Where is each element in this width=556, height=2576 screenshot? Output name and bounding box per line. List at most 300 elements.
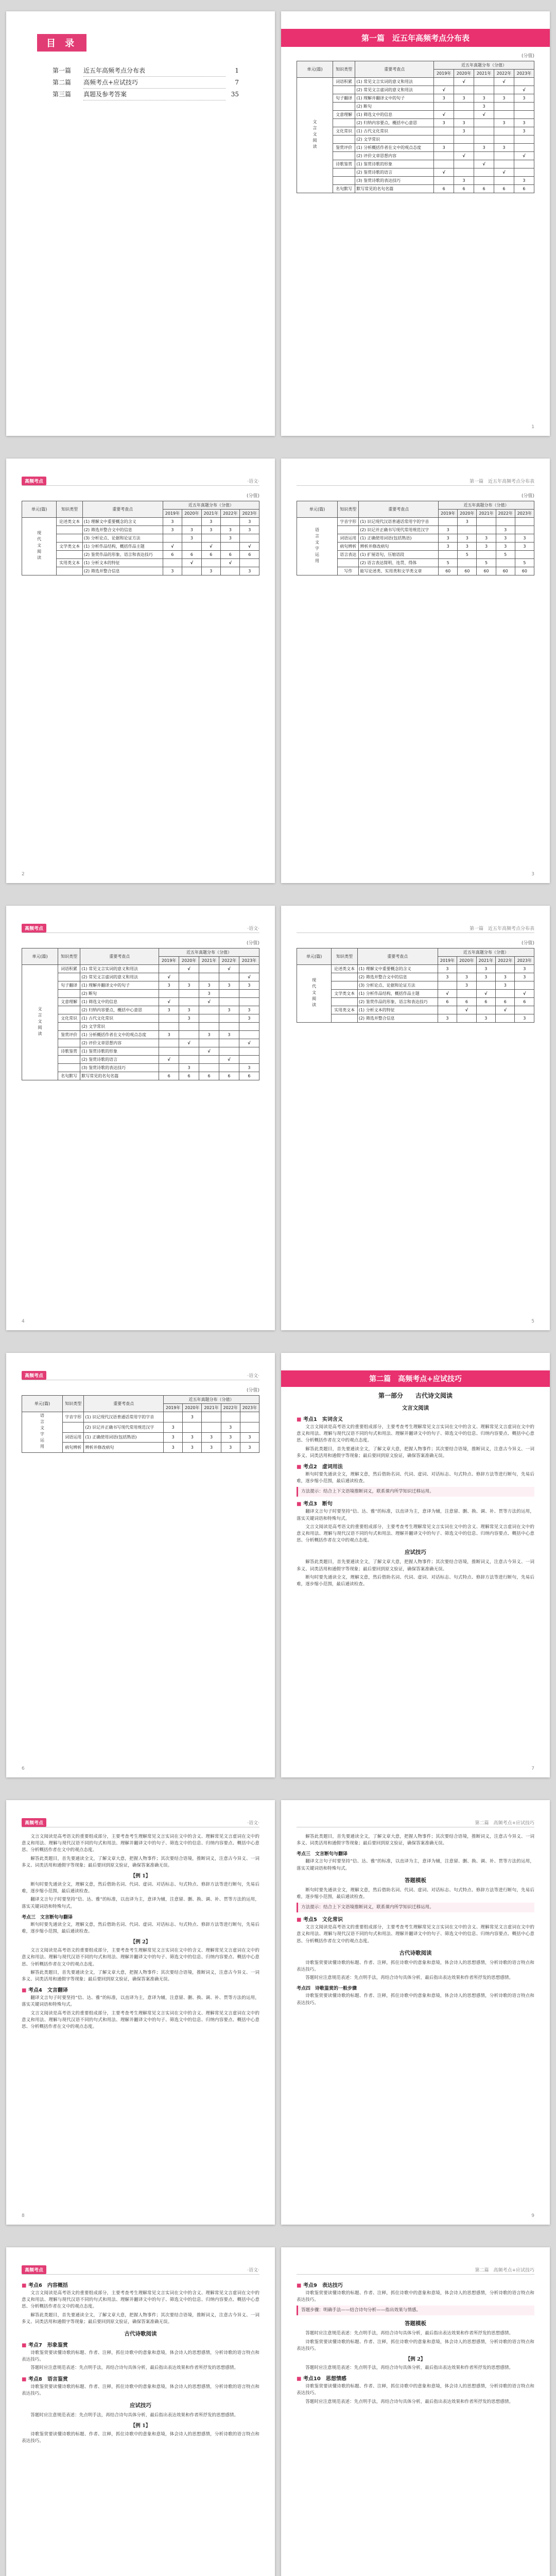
knowledge-type: 词语积累 bbox=[58, 965, 80, 973]
exam-point: (2) 归纳内容要点，概括中心意思 bbox=[355, 119, 434, 127]
brand-tag: 高频考点 bbox=[22, 924, 46, 933]
year-header: 2023年 bbox=[514, 70, 534, 78]
score-cell bbox=[474, 78, 494, 86]
unit-label: (分值) bbox=[521, 941, 534, 946]
knowledge-type bbox=[333, 168, 355, 177]
table-row bbox=[22, 998, 259, 1006]
paragraph: 断句时要先通读全文，理解文意，然后借助名词、代词、虚词、对话标志、句式特点、修辞方法等进行断句，先易后难，逐步缩小范围，最后通读检查。 bbox=[22, 1922, 259, 1935]
score-cell bbox=[439, 551, 458, 559]
unit-side-label: 现代文阅读 bbox=[37, 530, 42, 562]
score-cell bbox=[474, 127, 494, 135]
score-cell bbox=[457, 990, 476, 998]
score-cell: 6 bbox=[201, 551, 220, 559]
score-cell bbox=[494, 177, 514, 185]
score-cell bbox=[454, 144, 474, 152]
unit-label: (分值) bbox=[521, 494, 534, 499]
score-cell bbox=[179, 990, 199, 998]
text-page-5 bbox=[281, 2247, 550, 2576]
paragraph: 断句时要先通读全文，理解文意，然后借助名词、代词、虚词、对话标志、句式特点、修辞方法等进行断句，先易后难，逐步缩小范围，最后通读检查。 bbox=[297, 1472, 534, 1484]
paragraph: 解答此类题目，首先要通读全文，了解文章大意，把握人物事件；其次要结合语境，推断词义，注意古今异义、一词多义、词类活用和通假字等现象；最后要回到原文验证，确保答案准确无误。 bbox=[297, 1560, 534, 1572]
score-cell bbox=[434, 160, 454, 168]
score-cell: √ bbox=[199, 998, 219, 1006]
score-cell bbox=[496, 518, 515, 526]
year-header: 2021年 bbox=[199, 957, 219, 965]
spread-5 bbox=[0, 1789, 556, 2236]
year-header: 2023年 bbox=[515, 957, 534, 965]
knowledge-type bbox=[333, 119, 355, 127]
exam-point: (3) 分析论点、论据和论证方法 bbox=[82, 534, 163, 543]
table-row bbox=[22, 551, 259, 559]
table-header: 重要考查点 bbox=[359, 501, 439, 518]
score-cell: √ bbox=[239, 973, 259, 981]
score-cell: 3 bbox=[457, 981, 476, 990]
knowledge-type: 鉴赏评价 bbox=[58, 1031, 80, 1039]
paragraph: 断句时要先通读全文，理解文意，然后借助名词、代词、虚词、对话标志、句式特点、修辞方法等进行断句，先易后难，逐步缩小范围，最后通读检查。 bbox=[297, 1574, 534, 1587]
score-cell: 3 bbox=[494, 144, 514, 152]
exam-point: (2) 归纳内容要点，概括中心意思 bbox=[80, 1006, 159, 1014]
score-cell: 3 bbox=[219, 1031, 239, 1039]
exam-point: (2) 筛选并整合文中的信息 bbox=[82, 526, 163, 534]
score-cell: 6 bbox=[514, 185, 534, 193]
unit-side-label: 语言文字运用 bbox=[40, 1413, 45, 1450]
table-row bbox=[297, 103, 534, 111]
score-cell bbox=[454, 135, 474, 144]
score-cell: 3 bbox=[239, 1014, 259, 1023]
score-cell: 3 bbox=[240, 567, 259, 575]
table-row bbox=[22, 1412, 259, 1422]
table-header: 单元(篇) bbox=[297, 61, 333, 78]
exam-point: (1) 古代文化常识 bbox=[80, 1014, 159, 1023]
score-cell bbox=[219, 1064, 239, 1072]
paragraph: 答题时应注意规范表述：先点明手法，再结合诗句具体分析，最后指出表达效果和作者所抒发的思想感情。 bbox=[305, 2399, 514, 2404]
score-cell: 6 bbox=[179, 1072, 199, 1080]
score-cell bbox=[477, 526, 496, 534]
table-row bbox=[22, 518, 259, 526]
table-row bbox=[297, 111, 534, 119]
score-cell: 5 bbox=[496, 551, 515, 559]
score-cell: √ bbox=[514, 152, 534, 160]
table-header: 知识类型 bbox=[57, 501, 83, 518]
exam-point: (2) 常见文言虚词的意义和用法 bbox=[80, 973, 159, 981]
knowledge-type bbox=[57, 551, 83, 559]
toc-row[interactable] bbox=[53, 65, 239, 77]
score-cell: 6 bbox=[494, 185, 514, 193]
toc-row[interactable] bbox=[53, 89, 239, 100]
score-cell: 3 bbox=[515, 965, 534, 973]
score-cell: 60 bbox=[458, 567, 477, 575]
score-cell: 3 bbox=[164, 1443, 183, 1453]
score-cell: 3 bbox=[439, 526, 458, 534]
score-cell: 3 bbox=[159, 1006, 179, 1014]
table-group-header: 近五年真题分布（分值） bbox=[434, 61, 534, 70]
paragraph: 答题时应注意规范表述：先点明手法，再结合诗句具体分析，最后指出表达效果和作者所抒发的思想感情。 bbox=[305, 2331, 514, 2336]
score-cell bbox=[514, 111, 534, 119]
knowledge-type: 实用类文本 bbox=[332, 1006, 358, 1014]
score-cell: √ bbox=[496, 1006, 515, 1014]
score-cell bbox=[434, 177, 454, 185]
score-cell bbox=[494, 111, 514, 119]
score-cell bbox=[219, 1039, 239, 1047]
running-head bbox=[297, 476, 534, 486]
section-title: 答题模板 bbox=[405, 1877, 426, 1884]
year-header: 2020年 bbox=[458, 510, 477, 518]
text-page-3 bbox=[281, 1800, 550, 2225]
knowledge-type: 实用类文本 bbox=[57, 559, 83, 567]
score-cell: 3 bbox=[199, 990, 219, 998]
table-row bbox=[297, 990, 534, 998]
toc-part: 第一篇 bbox=[53, 67, 72, 74]
score-cell bbox=[199, 1014, 219, 1023]
table-row bbox=[297, 965, 534, 973]
score-cell bbox=[201, 559, 220, 567]
score-cell: 5 bbox=[458, 551, 477, 559]
brand-tag: 高频考点 bbox=[22, 1371, 46, 1380]
table-group-header: 近五年真题分布（分值） bbox=[159, 948, 259, 957]
knowledge-type bbox=[58, 1023, 80, 1031]
knowledge-type bbox=[58, 1064, 80, 1072]
table-header: 知识类型 bbox=[63, 1396, 84, 1412]
knowledge-type bbox=[58, 973, 80, 981]
table-header: 重要考查点 bbox=[84, 1396, 164, 1412]
exam-point: (1) 筛选文中的信息 bbox=[355, 111, 434, 119]
exam-point: (1) 鉴赏诗歌的形象 bbox=[355, 160, 434, 168]
page-number: 4 bbox=[22, 1319, 25, 1324]
score-cell bbox=[239, 1031, 259, 1039]
score-cell: √ bbox=[163, 543, 182, 551]
score-cell: 3 bbox=[476, 973, 495, 981]
paragraph: 诗歌鉴赏要读懂诗歌的标题、作者、注释，抓住诗歌中的意象和意境，体会诗人的思想感情，分析诗歌的语言特点和表达技巧。 bbox=[297, 2291, 534, 2303]
exam-point: (1) 分析文本的特征 bbox=[357, 1006, 438, 1014]
paragraph: 诗歌鉴赏要读懂诗歌的标题、作者、注释，抓住诗歌中的意象和意境，体会诗人的思想感情，分析诗歌的语言特点和表达技巧。 bbox=[22, 2350, 259, 2363]
score-cell: 3 bbox=[474, 103, 494, 111]
score-cell: 60 bbox=[496, 567, 515, 575]
score-cell: 3 bbox=[202, 1443, 221, 1453]
score-cell: 5 bbox=[477, 559, 496, 567]
table-page-6 bbox=[6, 1353, 275, 1777]
score-cell bbox=[199, 1023, 219, 1031]
score-cell: 3 bbox=[474, 144, 494, 152]
knowledge-type bbox=[333, 135, 355, 144]
knowledge-type: 诗歌鉴赏 bbox=[58, 1047, 80, 1056]
score-cell: 3 bbox=[496, 526, 515, 534]
year-header: 2020年 bbox=[182, 510, 201, 518]
table-group-header: 近五年真题分布（分值） bbox=[163, 501, 259, 510]
score-cell bbox=[239, 1047, 259, 1056]
score-cell bbox=[457, 965, 476, 973]
score-cell: √ bbox=[159, 998, 179, 1006]
exam-point: (2) 文学常识 bbox=[355, 135, 434, 144]
score-cell: 6 bbox=[182, 551, 201, 559]
score-cell: 3 bbox=[240, 518, 259, 526]
table-group-header: 近五年真题分布（分值） bbox=[439, 501, 534, 510]
score-cell: √ bbox=[494, 168, 514, 177]
score-cell bbox=[182, 567, 201, 575]
exam-point: 辨析并修改病句 bbox=[359, 543, 439, 551]
unit-side-label: 现代文阅读 bbox=[311, 977, 317, 1009]
exam-point: (2) 常见文言虚词的意义和用法 bbox=[355, 86, 434, 94]
key-point: 考点三 文言断句与翻译 bbox=[22, 1914, 73, 1920]
score-cell bbox=[494, 135, 514, 144]
score-cell: 3 bbox=[240, 1432, 259, 1443]
toc-row[interactable] bbox=[53, 77, 239, 89]
toc-title: 真题及参考答案 bbox=[83, 89, 225, 100]
table-row bbox=[22, 1006, 259, 1014]
score-cell: 3 bbox=[496, 534, 515, 543]
table-header: 重要考查点 bbox=[357, 948, 438, 965]
year-header: 2019年 bbox=[439, 510, 458, 518]
score-cell: 6 bbox=[434, 185, 454, 193]
knowledge-type bbox=[338, 526, 359, 534]
score-cell bbox=[219, 1014, 239, 1023]
exam-point: (2) 筛选并整合信息 bbox=[357, 1014, 438, 1023]
table-row bbox=[22, 1064, 259, 1072]
paragraph: 解答此类题目，首先要通读全文，了解文章大意，把握人物事件；其次要结合语境，推断词义，注意古今异义、一词多义、词类活用和通假字等现象；最后要回到原文验证，确保答案准确无误。 bbox=[22, 2312, 259, 2325]
score-cell bbox=[494, 127, 514, 135]
score-cell: 3 bbox=[164, 1432, 183, 1443]
score-cell: √ bbox=[474, 160, 494, 168]
section-title: 古代诗歌阅读 bbox=[124, 2331, 157, 2337]
unit-label: (分值) bbox=[246, 1388, 259, 1393]
knowledge-type: 文化常识 bbox=[58, 1014, 80, 1023]
score-cell bbox=[454, 168, 474, 177]
score-cell: 3 bbox=[221, 1443, 240, 1453]
table-group-header: 近五年真题分布（分值） bbox=[438, 948, 534, 957]
toc-page bbox=[6, 11, 275, 436]
spread-4 bbox=[0, 1342, 556, 1789]
score-cell: 6 bbox=[515, 998, 534, 1006]
example-label: 【例 2】 bbox=[130, 1939, 151, 1945]
score-cell: 3 bbox=[179, 1014, 199, 1023]
score-cell: 3 bbox=[163, 526, 182, 534]
knowledge-type bbox=[332, 973, 358, 981]
knowledge-type bbox=[57, 526, 83, 534]
knowledge-type: 名句默写 bbox=[58, 1072, 80, 1080]
score-cell: √ bbox=[201, 543, 220, 551]
page-footer bbox=[297, 425, 534, 430]
score-cell: 3 bbox=[201, 526, 220, 534]
example-label: 【例 2】 bbox=[405, 2357, 426, 2363]
knowledge-type: 写作 bbox=[338, 567, 359, 575]
table-group-header: 近五年真题分布（分值） bbox=[164, 1396, 259, 1404]
score-cell bbox=[515, 518, 534, 526]
spread-6 bbox=[0, 2236, 556, 2576]
score-cell: 6 bbox=[239, 1072, 259, 1080]
exam-point: (1) 分析作品结构，概括作品主题 bbox=[357, 990, 438, 998]
distribution-table-b2 bbox=[297, 948, 534, 1023]
distribution-table-c2 bbox=[22, 1395, 259, 1453]
score-cell bbox=[202, 1422, 221, 1432]
score-cell: 3 bbox=[514, 119, 534, 127]
score-cell: 3 bbox=[164, 1422, 183, 1432]
score-cell bbox=[454, 111, 474, 119]
brand-tag: 高频考点 bbox=[22, 1818, 46, 1827]
table-row bbox=[22, 1031, 259, 1039]
topic-heading: ■ 考点1 实词含义 bbox=[297, 1417, 343, 1422]
score-cell: 6 bbox=[476, 998, 495, 1006]
table-page-1 bbox=[281, 11, 550, 436]
paragraph: 答题时应注意规范表述：先点明手法，再结合诗句具体分析，最后指出表达效果和作者所抒发的思想感情。 bbox=[305, 1975, 514, 1981]
score-cell bbox=[434, 78, 454, 86]
knowledge-type bbox=[58, 1006, 80, 1014]
score-cell: 6 bbox=[496, 998, 515, 1006]
section-title: 文言文阅读 bbox=[402, 1405, 429, 1411]
score-cell: √ bbox=[182, 559, 201, 567]
table-row bbox=[297, 518, 534, 526]
exam-point: (2) 评价文章思想内容 bbox=[355, 152, 434, 160]
score-cell: 6 bbox=[438, 998, 457, 1006]
table-row bbox=[22, 1023, 259, 1031]
year-header: 2020年 bbox=[454, 70, 474, 78]
score-cell: 3 bbox=[179, 981, 199, 990]
table-header: 重要考查点 bbox=[80, 948, 159, 965]
score-cell bbox=[476, 1006, 495, 1014]
part1-banner: 第一篇 近五年高频考点分布表 bbox=[281, 29, 550, 47]
score-cell: √ bbox=[514, 86, 534, 94]
table-row bbox=[297, 1006, 534, 1014]
knowledge-type: 鉴赏评价 bbox=[333, 144, 355, 152]
score-cell: 3 bbox=[494, 119, 514, 127]
score-cell bbox=[454, 160, 474, 168]
score-cell bbox=[474, 152, 494, 160]
paragraph: 文言文阅读是高考语文的重要组成部分，主要考查考生理解常见文言实词在文中的含义、理解常见文言虚词在文中的意义和用法、理解与现代汉语不同的句式和用法、理解并翻译文中的句子、筛选文中的信息、归纳内容要点、概括中心意思、分析概括作者在文中的观点态度。 bbox=[22, 2010, 259, 2030]
paragraph: 解答此类题目，首先要通读全文，了解文章大意，把握人物事件；其次要结合语境，推断词义，注意古今异义、一词多义、词类活用和通假字等现象；最后要回到原文验证，确保答案准确无误。 bbox=[297, 1446, 534, 1459]
exam-point: (1) 理解文中重要概念的含义 bbox=[82, 518, 163, 526]
score-cell bbox=[494, 152, 514, 160]
score-cell: 3 bbox=[179, 1064, 199, 1072]
score-cell: 3 bbox=[454, 94, 474, 103]
knowledge-type: 词语运用 bbox=[63, 1432, 84, 1443]
year-header: 2020年 bbox=[457, 957, 476, 965]
score-cell bbox=[199, 1064, 219, 1072]
paragraph: 诗歌鉴赏要读懂诗歌的标题、作者、注释，抓住诗歌中的意象和意境，体会诗人的思想感情，分析诗歌的语言特点和表达技巧。 bbox=[297, 1960, 534, 1973]
table-row bbox=[22, 981, 259, 990]
score-cell: √ bbox=[179, 965, 199, 973]
score-cell: 3 bbox=[201, 567, 220, 575]
year-header: 2020年 bbox=[183, 1404, 202, 1412]
exam-point: (1) 识记现代汉语普通话常用字的字音 bbox=[84, 1412, 164, 1422]
score-cell bbox=[159, 1039, 179, 1047]
score-cell bbox=[240, 559, 259, 567]
score-cell bbox=[474, 135, 494, 144]
paragraph: 断句时要先通读全文，理解文意，然后借助名词、代词、虚词、对话标志、句式特点、修辞方法等进行断句，先易后难，逐步缩小范围，最后通读检查。 bbox=[297, 1887, 534, 1900]
knowledge-type bbox=[58, 1039, 80, 1047]
score-cell: √ bbox=[434, 111, 454, 119]
score-cell: 60 bbox=[515, 567, 534, 575]
topic-heading: ■ 考点6 内容概括 bbox=[22, 2283, 68, 2289]
score-cell: 6 bbox=[221, 551, 240, 559]
page-footer bbox=[297, 1319, 534, 1324]
running-title: 第一篇 近五年高频考点分布表 bbox=[469, 926, 534, 931]
knowledge-type bbox=[332, 998, 358, 1006]
running-title: 第二篇 高频考点+应试技巧 bbox=[475, 1820, 534, 1826]
score-cell bbox=[179, 1047, 199, 1056]
score-cell: 3 bbox=[163, 518, 182, 526]
score-cell: 3 bbox=[221, 534, 240, 543]
score-cell: 3 bbox=[458, 543, 477, 551]
key-point: 考点四 诗歌鉴赏的一般步骤 bbox=[297, 1986, 357, 1992]
table-header: 单元(篇) bbox=[22, 501, 57, 518]
score-cell: 6 bbox=[474, 185, 494, 193]
exam-point: (3) 鉴赏诗歌的表达技巧 bbox=[355, 177, 434, 185]
score-cell bbox=[494, 86, 514, 94]
paragraph: 诗歌鉴赏要读懂诗歌的标题、作者、注释，抓住诗歌中的意象和意境，体会诗人的思想感情，分析诗歌的语言特点和表达技巧。 bbox=[297, 2339, 534, 2351]
paragraph: 断句时要先通读全文，理解文意，然后借助名词、代词、虚词、对话标志、句式特点、修辞方法等进行断句，先易后难，逐步缩小范围，最后通读检查。 bbox=[22, 1882, 259, 1894]
score-cell: 3 bbox=[183, 1443, 202, 1453]
topic-heading: ■ 考点7 形象鉴赏 bbox=[22, 2343, 68, 2349]
distribution-table-a bbox=[297, 61, 534, 193]
toc-title: 近五年高频考点分布表 bbox=[83, 65, 225, 77]
score-cell: 3 bbox=[183, 1412, 202, 1422]
year-header: 2019年 bbox=[164, 1404, 183, 1412]
knowledge-type bbox=[333, 86, 355, 94]
score-cell bbox=[219, 973, 239, 981]
score-cell: 3 bbox=[434, 94, 454, 103]
score-cell: 3 bbox=[514, 94, 534, 103]
score-cell: 3 bbox=[458, 534, 477, 543]
score-cell: 3 bbox=[476, 965, 495, 973]
spread-2 bbox=[0, 447, 556, 894]
exam-point: (1) 分析作品结构，概括作品主题 bbox=[82, 543, 163, 551]
year-header: 2023年 bbox=[239, 957, 259, 965]
running-title: ·语文· bbox=[247, 2267, 259, 2273]
score-cell bbox=[179, 1031, 199, 1039]
score-cell: 3 bbox=[182, 526, 201, 534]
paragraph: 翻译文言句子时要坚持“信、达、雅”的标准，以直译为主，意译为辅，注意留、删、换、调、补、贯等方法的运用，落实关键词语和特殊句式。 bbox=[22, 1897, 259, 1909]
year-header: 2019年 bbox=[434, 70, 454, 78]
score-cell bbox=[179, 1023, 199, 1031]
knowledge-type: 文化常识 bbox=[333, 127, 355, 135]
knowledge-type bbox=[338, 559, 359, 567]
table-row bbox=[297, 998, 534, 1006]
toc-part: 第二篇 bbox=[53, 79, 72, 86]
knowledge-type: 文学类文本 bbox=[57, 543, 83, 551]
table-header: 知识类型 bbox=[332, 948, 358, 965]
score-cell bbox=[179, 1056, 199, 1064]
score-cell: √ bbox=[434, 168, 454, 177]
paragraph: 文言文阅读是高考语文的重要组成部分，主要考查考生理解常见文言实词在文中的含义、理解常见文言虚词在文中的意义和用法、理解与现代汉语不同的句式和用法、理解并翻译文中的句子、筛选文中的信息、归纳内容要点、概括中心意思、分析概括作者在文中的观点态度。 bbox=[297, 1425, 534, 1444]
score-cell bbox=[239, 990, 259, 998]
score-cell: 60 bbox=[477, 567, 496, 575]
score-cell: √ bbox=[199, 1047, 219, 1056]
example-label: 【例 1】 bbox=[130, 1873, 151, 1879]
score-cell bbox=[179, 998, 199, 1006]
score-cell: 3 bbox=[494, 94, 514, 103]
score-cell bbox=[438, 981, 457, 990]
year-header: 2019年 bbox=[163, 510, 182, 518]
exam-point: (2) 断句 bbox=[355, 103, 434, 111]
unit-label: (分值) bbox=[246, 494, 259, 499]
part2-banner: 第二篇 高频考点+应试技巧 bbox=[281, 1370, 550, 1387]
score-cell bbox=[159, 1047, 179, 1056]
score-cell: 6 bbox=[457, 998, 476, 1006]
year-header: 2023年 bbox=[240, 510, 259, 518]
score-cell bbox=[219, 1023, 239, 1031]
score-cell bbox=[514, 135, 534, 144]
distribution-table-b bbox=[22, 501, 259, 575]
page-footer bbox=[297, 2213, 534, 2218]
score-cell: 3 bbox=[199, 981, 219, 990]
score-cell bbox=[239, 965, 259, 973]
table-row bbox=[22, 1047, 259, 1056]
knowledge-type bbox=[57, 567, 83, 575]
score-cell bbox=[474, 119, 494, 127]
table-header: 重要考查点 bbox=[82, 501, 163, 518]
text-page-4 bbox=[6, 2247, 275, 2576]
knowledge-type: 字音字形 bbox=[63, 1412, 84, 1422]
exam-point: (1) 常见文言实词的意义和用法 bbox=[80, 965, 159, 973]
page-footer bbox=[297, 1766, 534, 1771]
score-cell: 6 bbox=[240, 551, 259, 559]
